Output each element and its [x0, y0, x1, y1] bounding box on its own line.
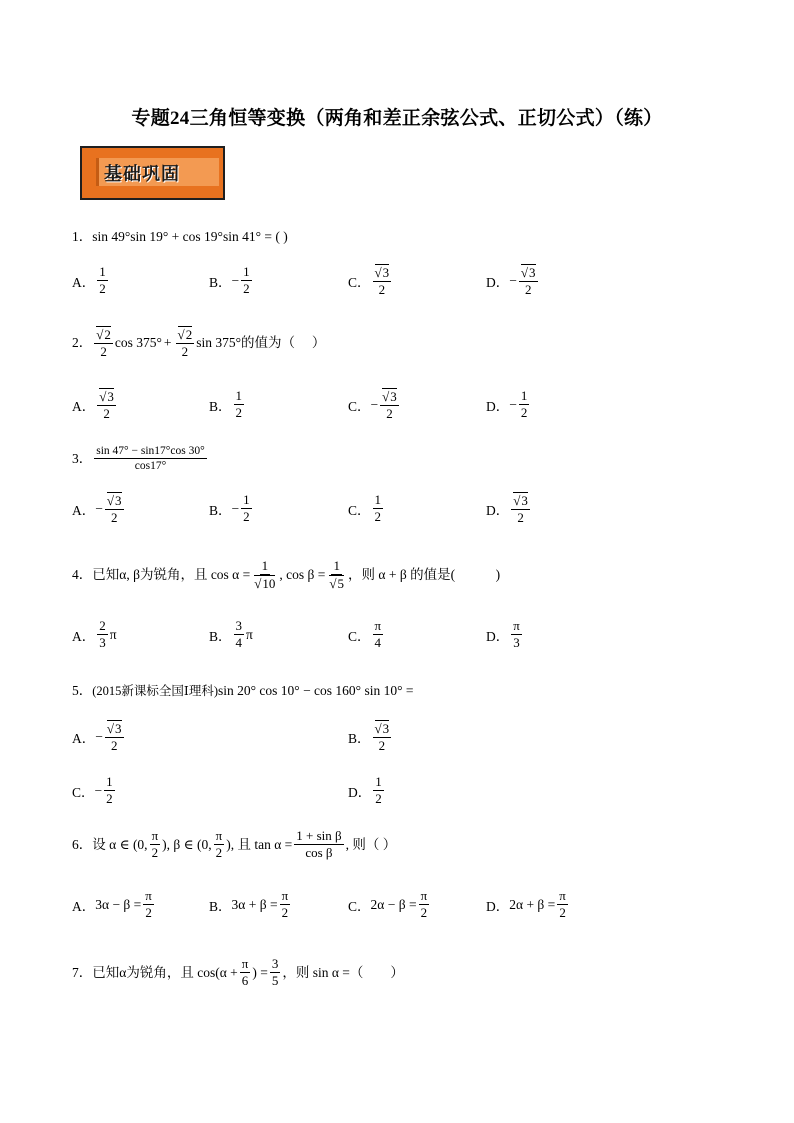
pi-symbol: π [109, 626, 117, 642]
option-d[interactable] [486, 888, 570, 921]
option-label: A． [72, 628, 96, 644]
option-d[interactable] [486, 264, 540, 298]
option-c[interactable] [72, 774, 117, 807]
minus-sign: − [231, 272, 240, 288]
radicand: √ 3 [375, 720, 390, 737]
question-expression: sin 49°sin 19° + cos 19°sin 41° = ( ) [92, 229, 288, 244]
option-d[interactable] [486, 388, 531, 421]
fraction: $\frac{\pi}{2}$ [151, 828, 159, 860]
question-number: 6． [72, 836, 93, 852]
fraction: $\frac{1}{2}$ [235, 388, 243, 420]
option-d[interactable] [486, 492, 532, 526]
fraction: √ $\frac{3}{2}$ [105, 720, 124, 754]
question-5 [72, 680, 413, 702]
radicand: √ 3 [375, 264, 390, 281]
fraction: √ $\frac{3}{2}$ [97, 388, 116, 422]
radicand: √ 3 [107, 720, 122, 737]
fraction: $\frac{3}{5}$ [271, 956, 279, 988]
option-c[interactable] [348, 618, 385, 651]
radicand: √ 2 [96, 326, 111, 343]
minus-sign: − [370, 397, 379, 412]
radicand: √ 3 [99, 388, 114, 405]
option-label: D． [486, 275, 510, 290]
question-expression: sin 20° cos 10° − cos 160° sin 10° = [218, 683, 414, 698]
cos-term: cos 375° [114, 335, 162, 350]
fraction: $\frac{\pi}{2}$ [145, 888, 152, 920]
question-number: 7． [72, 964, 93, 980]
option-a[interactable] [72, 720, 126, 754]
option-label: D． [486, 898, 510, 914]
question-1 [72, 226, 288, 248]
option-b[interactable] [209, 388, 246, 421]
banner-label: 基础巩固 [104, 164, 180, 185]
option-label: C． [348, 628, 371, 644]
question-number: 5． [72, 683, 93, 698]
question-2: 2． √ $\frac{2}{2}$ cos 375° + √ $\frac{2}{2}$ sin 375°的值为（ ） [72, 326, 325, 360]
fraction: $\frac{\pi}{2}$ [420, 888, 428, 920]
option-a[interactable] [72, 264, 110, 297]
option-expression: 3α + β = [231, 896, 278, 912]
fraction: $\frac{1}{2}$ [374, 492, 382, 524]
fraction: $\frac{\sin 47^\circ - \sin 17^\circ\cos 30^\circ}{\cos 17^\circ}$ [96, 445, 205, 472]
option-expression: 3α − β = [95, 896, 142, 912]
option-label: B． [209, 398, 232, 414]
minus-sign: − [95, 729, 103, 744]
radicand: √ 3 [107, 492, 122, 509]
fraction: $\frac{1}{2}$ [375, 774, 382, 806]
question-number: 1． [72, 229, 93, 244]
question-number: 2． [72, 335, 93, 350]
question-7: 7． 已知α为锐角，且 cos(α + $\frac{\pi}{6}$ ) = $\frac{3}{5}$ ，则 sin α =（ ） [72, 956, 404, 988]
question-6: 6． 设 α ∈ (0, $\frac{\pi}{2}$ ), β ∈ (0, $\frac{\pi}{2}$ ), 且 tan α = $\frac{\text{1 + sin β}}{\text{cos β}}$ , 则（ ） [72, 828, 397, 860]
radicand: √ 2 [178, 326, 193, 343]
option-d[interactable] [348, 774, 386, 807]
option-expression: 2α − β = [370, 896, 417, 912]
fraction: √ $\frac{3}{2}$ [511, 492, 530, 526]
fraction: $\frac{3}{4}$ [235, 618, 243, 650]
option-b[interactable] [348, 720, 393, 754]
option-label: A． [72, 898, 96, 914]
option-a[interactable] [72, 492, 126, 526]
pi-symbol: π [246, 626, 253, 642]
option-b[interactable] [209, 618, 253, 651]
option-label: B． [348, 731, 371, 746]
section-banner [80, 146, 225, 200]
minus-sign: − [95, 501, 103, 516]
option-c[interactable] [348, 388, 401, 422]
fraction: $\frac{1}{2}$ [106, 774, 113, 806]
fraction: $\frac{1}{2}$ [99, 264, 106, 296]
minus-sign: − [509, 396, 517, 412]
option-label: A． [72, 731, 96, 746]
radicand: √ 3 [382, 388, 397, 405]
option-label: C． [348, 898, 371, 914]
option-label: C． [348, 399, 371, 414]
fraction: √ $\frac{2}{2}$ [176, 326, 195, 360]
option-a[interactable] [72, 888, 156, 921]
option-a[interactable] [72, 388, 118, 422]
radicand: √ 3 [521, 264, 536, 281]
question-source: (2015新课标全国Ⅰ理科) [92, 684, 219, 698]
option-label: D． [348, 784, 372, 800]
option-label: C． [72, 784, 95, 800]
question-4: 4． 已知α, β为锐角，且 cos α = 1 √ 10 , cos β = 1 √ 5 ，则 α + β 的值是( ) [72, 558, 500, 592]
fraction: $\frac{\text{1 + sin β}}{\text{cos β}}$ [296, 828, 342, 860]
option-c[interactable] [348, 264, 393, 298]
minus-sign: − [231, 500, 240, 516]
option-b[interactable] [209, 888, 292, 921]
option-label: D． [486, 628, 510, 644]
fraction: 1 √ 5 [327, 558, 346, 592]
option-c[interactable] [348, 888, 431, 921]
fraction: $\frac{\pi}{3}$ [513, 618, 520, 650]
option-label: C． [348, 275, 371, 290]
question-3 [72, 444, 209, 473]
option-label: C． [348, 502, 371, 518]
fraction: $\frac{1}{2}$ [243, 492, 250, 524]
radicand: √ 3 [513, 492, 528, 509]
sin-term: sin 375°的值为（ ） [196, 335, 326, 350]
option-expression: 2α + β = [509, 896, 556, 912]
option-label: B． [209, 274, 232, 290]
option-label: D． [486, 398, 510, 414]
option-a[interactable] [72, 618, 117, 651]
option-b[interactable] [209, 492, 254, 525]
fraction: √ $\frac{3}{2}$ [380, 388, 399, 422]
fraction: $\frac{1}{2}$ [520, 388, 528, 420]
fraction: $\frac{\pi}{2}$ [215, 828, 223, 860]
fraction: $\frac{\pi}{4}$ [374, 618, 382, 650]
question-number: 3． [72, 450, 93, 466]
fraction: √ $\frac{3}{2}$ [373, 264, 392, 298]
question-number: 4． [72, 567, 93, 582]
fraction: √ $\frac{2}{2}$ [94, 326, 113, 360]
option-label: B． [209, 502, 232, 518]
page-title: 专题24三角恒等变换（两角和差正余弦公式、正切公式）（练） [131, 108, 663, 129]
fraction: √ $\frac{3}{2}$ [105, 492, 124, 526]
fraction: √ $\frac{3}{2}$ [373, 720, 392, 754]
fraction: √ $\frac{3}{2}$ [519, 264, 538, 298]
option-label: D． [486, 503, 510, 518]
option-b[interactable] [209, 264, 254, 297]
fraction: 1 √ 10 [252, 558, 277, 592]
fraction: $\frac{\pi}{2}$ [559, 888, 566, 920]
minus-sign: − [509, 273, 517, 288]
option-label: A． [72, 274, 96, 290]
option-c[interactable] [348, 492, 385, 525]
minus-sign: − [94, 782, 103, 798]
option-d[interactable] [486, 618, 524, 651]
option-label: B． [209, 898, 232, 914]
fraction: $\frac{2}{3}$ [99, 618, 106, 650]
fraction: $\frac{\pi}{2}$ [281, 888, 289, 920]
fraction: $\frac{\pi}{6}$ [241, 956, 249, 988]
option-label: B． [209, 628, 232, 644]
option-label: A． [72, 503, 96, 518]
option-label: A． [72, 399, 96, 414]
fraction: $\frac{1}{2}$ [243, 264, 250, 296]
